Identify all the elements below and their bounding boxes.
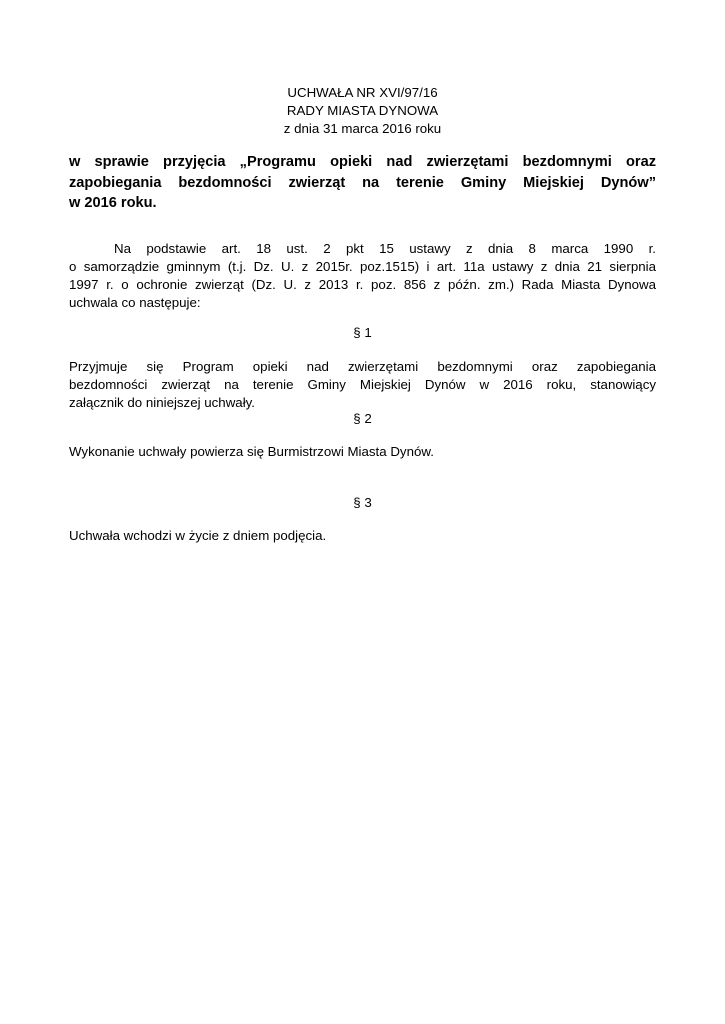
section-1-line: Przyjmuje się Program opieki nad zwierzętami bezdomnymi oraz zapobiegania <box>69 359 656 374</box>
section-mark-1: § 1 <box>353 325 372 340</box>
section-1-line: bezdomności zwierząt na terenie Gminy Miejskiej Dynów w 2016 roku, stanowiący <box>69 377 656 392</box>
section-mark-3: § 3 <box>353 495 372 510</box>
preamble-line: 1997 r. o ochronie zwierząt (Dz. U. z 2013 r. poz. 856 z późn. zm.) Rada Miasta Dynowa <box>69 277 656 292</box>
subject-line: zapobiegania bezdomności zwierząt na terenie Gminy Miejskiej Dynów” <box>69 174 656 191</box>
subject-line: w 2016 roku. <box>69 195 157 211</box>
section-1-line: załącznik do niniejszej uchwały. <box>69 395 256 410</box>
resolution-subject <box>69 152 656 214</box>
preamble-line: o samorządzie gminnym (t.j. Dz. U. z 2015r. poz.1515) i art. 11a ustawy z dnia 21 sierpnia <box>69 259 656 274</box>
section-2-line: Wykonanie uchwały powierza się Burmistrzowi Miasta Dynów. <box>69 444 434 459</box>
subject-line: w sprawie przyjęcia „Programu opieki nad zwierzętami bezdomnymi oraz <box>69 154 656 170</box>
resolution-date: z dnia 31 marca 2016 roku <box>283 121 442 136</box>
section-3-line: Uchwała wchodzi w życie z dniem podjęcia. <box>69 528 327 543</box>
section-mark-2: § 2 <box>353 411 372 426</box>
resolution-title: UCHWAŁA NR XVI/97/16 <box>287 85 438 100</box>
preamble-line: uchwala co następuje: <box>69 295 201 310</box>
council-name: RADY MIASTA DYNOWA <box>286 103 439 118</box>
preamble-line: Na podstawie art. 18 ust. 2 pkt 15 ustawy z dnia 8 marca 1990 r. <box>114 241 656 256</box>
